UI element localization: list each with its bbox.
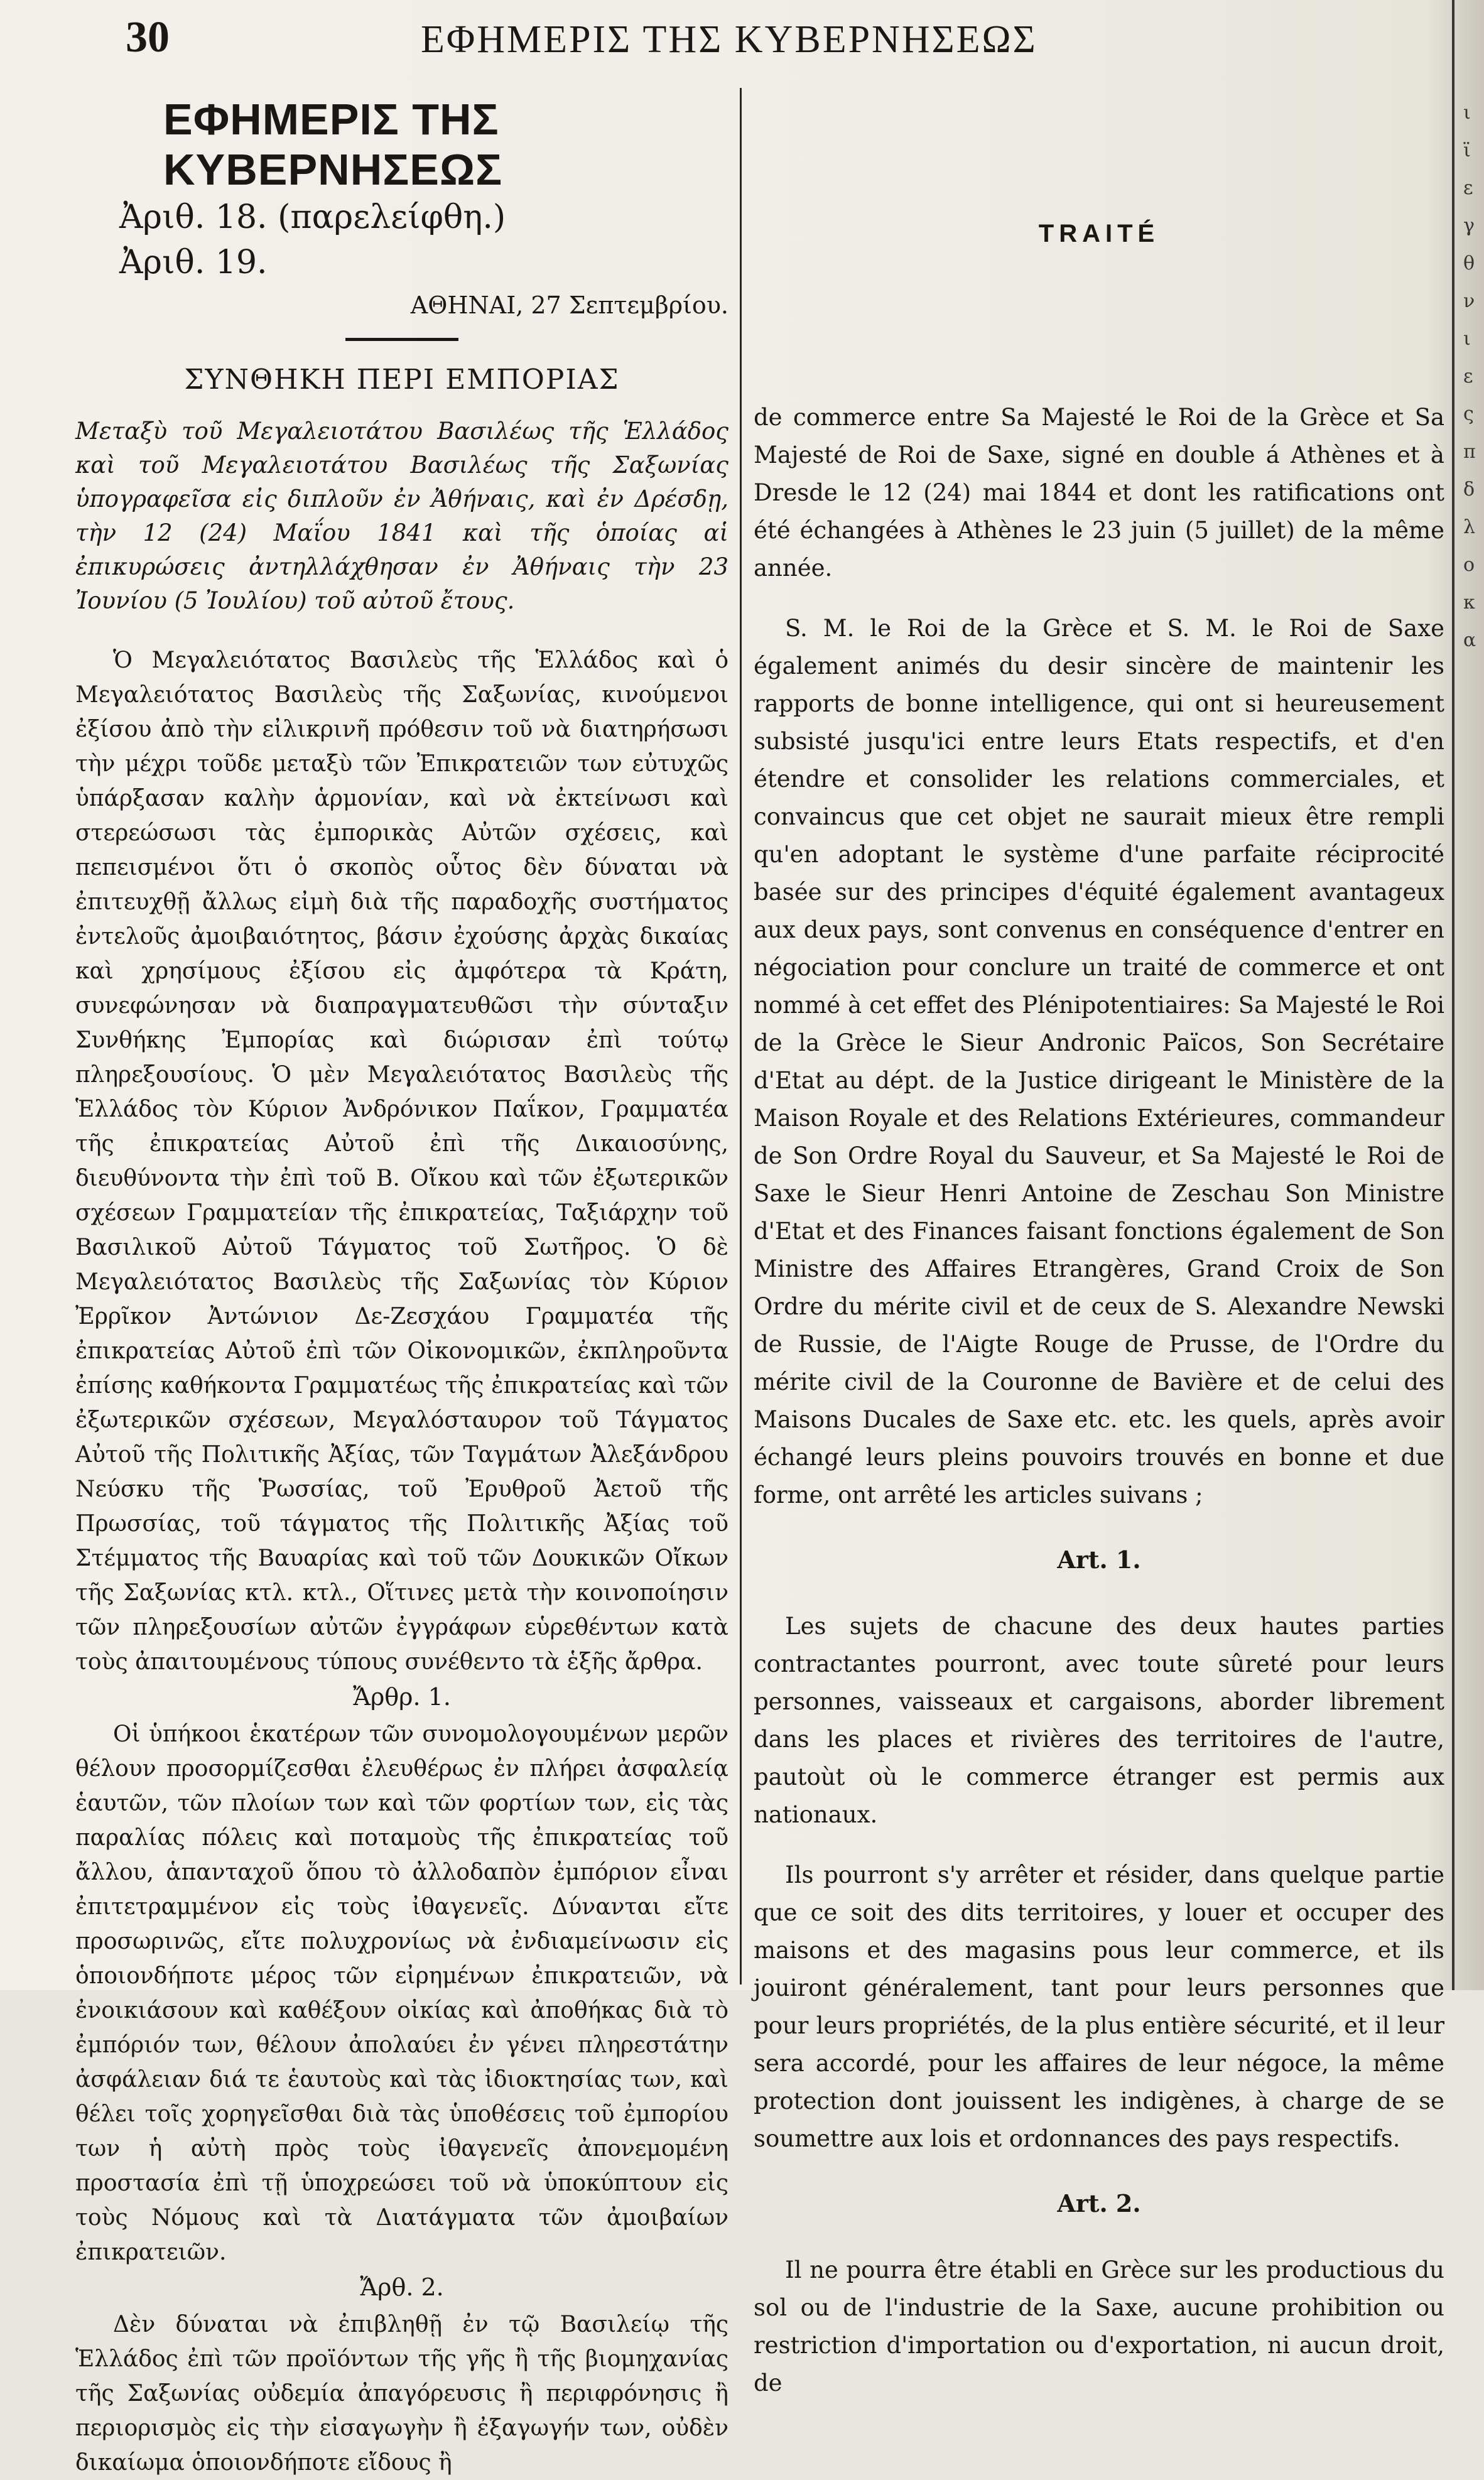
treaty-heading-greek: ΣΥΝΘΗΚΗ ΠΕΡΙ ΕΜΠΟΡΙΑΣ: [184, 364, 620, 396]
fragment-char: π: [1463, 441, 1476, 463]
fragment-char: ι: [1463, 328, 1471, 350]
page-edge-line: [1452, 0, 1454, 1990]
treaty-subtitle-greek: Μεταξὺ τοῦ Μεγαλειοτάτου Βασιλέως τῆς Ἑλλάδος καὶ τοῦ Μεγαλειοτάτου Βασιλέως τῆς Σαξωνίας ὑπογραφεῖσα εἰς διπλοῦν ἐν Ἀθήναις, καὶ ἐν Δρέσδῃ, τὴν 12 (24) Μαΐου 1841 καὶ τῆς ὁποίας αἱ ἐπικυρώσεις ἀντηλλάχθησαν ἐν Ἀθήναις τὴν 23 Ἰουνίου (5 Ἰουλίου) τοῦ αὐτοῦ ἔτους.: [75, 418, 728, 614]
article-2-text-french: Il ne pourra être établi en Grèce sur les productious du sol ou de l'industrie de la Saxe, aucune prohibition ou restriction d'importation ou d'exportation, ni aucun droit, de: [754, 2256, 1444, 2396]
greek-column: [75, 94, 728, 2480]
fragment-char: κ: [1463, 592, 1475, 614]
dateline: ΑΘΗΝΑΙ, 27 Σεπτεμβρίου.: [410, 291, 728, 319]
preamble-greek: Ὁ Μεγαλειότατος Βασιλεὺς τῆς Ἑλλάδος καὶ ὁ Μεγαλειότατος Βασιλεὺς τῆς Σαξωνίας, κινούμενοι ἐξίσου ἀπὸ τὴν εἰλικρινῆ πρόθεσιν τοῦ νὰ διατηρήσωσι τὴν μέχρι τοῦδε μεταξὺ τῶν Ἐπικρατειῶν των εὐτυχῶς ὑπάρξασαν καλὴν ἁρμονίαν, καὶ νὰ ἐκτείνωσι καὶ στερεώσωσι τὰς ἐμπορικὰς Αὐτῶν σχέσεις, καὶ πεπεισμένοι ὅτι ὁ σκοπὸς οὗτος δὲν δύναται νὰ ἐπιτευχθῇ ἄλλως εἰμὴ διὰ τῆς παραδοχῆς συστήματος ἐντελοῦς ἀμοιβαιότητος, βάσιν ἐχούσης ἀρχὰς δικαίας καὶ χρησίμους ἐξίσου εἰς ἀμφότερα τὰ Κράτη, συνεφώνησαν νὰ διαπραγματευθῶσι τὴν σύνταξιν Συνθήκης Ἐμπορίας καὶ διώρισαν ἐπὶ τούτῳ πληρεξουσίους. Ὁ μὲν Μεγαλειότατος Βασιλεὺς τῆς Ἑλλάδος τὸν Κύριον Ἀνδρόνικον Παΐκον, Γραμματέα τῆς ἐπικρατείας Αὐτοῦ ἐπὶ τῆς Δικαιοσύνης, διευθύνοντα τὴν ἐπὶ τοῦ Β. Οἴκου καὶ τῶν ἐξωτερικῶν σχέσεων Γραμματείαν τῆς ἐπικρατείας, Ταξιάρχην τοῦ Βασιλικοῦ Αὐτοῦ Τάγματος τοῦ Σωτῆρος. Ὁ δὲ Μεγαλειότατος Βασιλεὺς τῆς Σαξωνίας τὸν Κύριον Ἐρρῖκον Ἀντώνιον Δε-Ζεσχάου Γραμματέα τῆς ἐπικρατείας Αὐτοῦ ἐπὶ τῶν Οἰκονομικῶν, ἐκπληροῦντα ἐπίσης καθήκοντα Γραμματέως τῆς ἐπικρατείας καὶ τῶν ἐξωτερικῶν σχέσεων, Μεγαλόσταυρον τοῦ Τάγματος Αὐτοῦ τῆς Πολιτικῆς Ἀξίας, τῶν Ταγμάτων Ἀλεξάνδρου Νεύσκυ τῆς Ῥωσσίας, τοῦ Ἐρυθροῦ Ἀετοῦ τῆς Πρωσσίας, τοῦ τάγματος τῆς Πολιτικῆς Ἀξίας τοῦ Στέμματος τῆς Βαυαρίας καὶ τοῦ τῶν Δουκικῶν Οἴκων τῆς Σαξωνίας κτλ. κτλ., Οἵτινες μετὰ τὴν κοινοποίησιν τῶν πληρεξουσίων αὐτῶν ἐγγράφων εὑρεθέντων κατὰ τοὺς ἀπαιτουμένους τύπους συνέθεντο τὰ ἑξῆς ἄρθρα.: [75, 647, 728, 1675]
fragment-char: γ: [1463, 215, 1475, 237]
fragment-char: α: [1463, 629, 1476, 651]
fragment-char: ς: [1463, 403, 1474, 425]
article-1-paragraph-1-french: Les sujets de chacune des deux hautes parties contractantes pourront, avec toute sûreté pour leurs personnes, vaisseaux et cargaisons, aborder librement dans les places et rivières des territoires de l'autre, pautoùt où le commerce étranger est permis aux nationaux.: [754, 1613, 1444, 1828]
issue-number-18: Ἀριθ. 18. (παρελείφθη.): [119, 198, 506, 236]
fragment-char: δ: [1463, 479, 1475, 501]
masthead: ΕΦΗΜΕΡΙΣ ΤΗΣ ΚΥΒΕΡΝΗΣΕΩΣ: [163, 95, 503, 194]
preamble-french: S. M. le Roi de la Grèce et S. M. le Roi de Saxe également animés du desir sincère de maintenir les rapports de bonne intelligence, qui ont si heureusement subsisté jusqu'ici entre leurs Etats respectifs, et d'en étendre et consolider les relations commerciales, et convaincus que cet objet ne saurait mieux être rempli qu'en adoptant le système d'une parfaite réciprocité basée sur des principes d'équité également avantageux aux deux pays, sont convenus en conséquence d'entrer en négociation pour conclure un traité de commerce et ont nommé à cet effet des Plénipotentiaires: Sa Majesté le Roi de la Grèce le Sieur Andronic Païcos, Son Secrétaire d'Etat au dépt. de la Justice dirigeant le Ministère de la Maison Royale et des Relations Extérieures, commandeur de Son Ordre Royal du Sauveur, et Sa Majesté le Roi de Saxe le Sieur Henri Antoine de Zeschau Son Ministre d'Etat et des Finances faisant fonctions également de Son Ministre des Affaires Etrangères, Grand Croix de Son Ordre du mérite civil et de ceux de S. Alexandre Newski de Russie, de l'Aigte Rouge de Prusse, de l'Ordre du mérite civil de la Couronne de Bavière et de celui des Maisons Ducales de Saxe etc. etc. les quels, après avoir échangé leurs pleins pouvoirs trouvés en bonne et due forme, ont arrêté les articles suivans ;: [754, 615, 1444, 1508]
article-1-paragraph-2-french: Ils pourront s'y arrêter et résider, dans quelque partie que ce soit des dits territoires, y louer et occuper des maisons et des magasins pous leur commerce, et ils jouiront généralement, tant pour leurs personnes que pour leurs propriétés, de la plus entière sécurité, et il leur sera accordé, pour les affaires de leur négoce, la même protection dont jouissent les indigènes, à charge de se soumettre aux lois et ordonnances des pays respectifs.: [754, 1861, 1444, 2152]
fragment-char: ϊ: [1463, 139, 1471, 161]
adjacent-page-fragments: [1463, 94, 1484, 659]
fragment-char: ι: [1463, 102, 1471, 124]
issue-number-19: Ἀριθ. 19.: [119, 244, 268, 281]
fragment-char: λ: [1463, 516, 1476, 538]
running-head: ΕΦΗΜΕΡΙΣ ΤΗΣ ΚΥΒΕΡΝΗΣΕΩΣ: [421, 18, 1037, 61]
french-column: [754, 94, 1444, 2425]
article-2-heading-greek: Ἄρθ. 2.: [360, 2273, 444, 2301]
fragment-char: θ: [1463, 252, 1475, 274]
article-1-heading-french: Art. 1.: [1057, 1546, 1141, 1574]
fragment-char: ε: [1463, 366, 1473, 387]
fragment-char: ν: [1463, 290, 1475, 312]
article-2-heading-french: Art. 2.: [1057, 2189, 1141, 2217]
page-number: 30: [126, 13, 170, 62]
section-rule: [345, 338, 458, 341]
article-1-text-greek: Οἱ ὑπήκοοι ἑκατέρων τῶν συνομολογουμένων μερῶν θέλουν προσορμίζεσθαι ἐλευθέρως ἐν πλήρει ἀσφαλείᾳ ἑαυτῶν, τῶν πλοίων των καὶ τῶν φορτίων των, εἰς τὰς παραλίας πόλεις καὶ ποταμοὺς τῆς ἐπικρατείας τοῦ ἄλλου, ἁπανταχοῦ ὅπου τὸ ἀλλοδαπὸν ἐμπόριον εἶναι ἐπιτετραμμένον εἰς τοὺς ἰθαγενεῖς. Δύνανται εἴτε προσωρινῶς, εἴτε πολυχρονίως νὰ ἐνδιαμείνωσιν εἰς ὁποιονδήποτε μέρος τῶν εἰρημένων ἐπικρατειῶν, νὰ ἐνοικιάσουν καὶ καθέξουν οἰκίας καὶ ἀποθήκας διὰ τὸ ἐμπόριόν των, θέλουν ἀπολαύει ἐν γένει πληρεστάτην ἀσφάλειαν διά τε ἑαυτοὺς καὶ τὰς ἰδιοκτησίας των, καὶ θέλει τοῖς χορηγεῖσθαι διὰ τὰς ὑποθέσεις τοῦ ἐμπορίου των ἡ αὐτὴ πρὸς τοὺς ἰθαγενεῖς ἀπονεμομένη προστασία ἐπὶ τῇ ὑποχρεώσει τοῦ νὰ ὑποκύπτουν εἰς τοὺς Νόμους καὶ τὰ Διατάγματα τῶν ἀμοιβαίων ἐπικρατειῶν.: [75, 1721, 728, 2265]
article-2-text-greek: Δὲν δύναται νὰ ἐπιβληθῇ ἐν τῷ Βασιλείῳ τῆς Ἑλλάδος ἐπὶ τῶν προϊόντων τῆς γῆς ἢ τῆς βιομηχανίας τῆς Σαξωνίας οὐδεμία ἀπαγόρευσις ἢ περιφρόνησις ἢ περιορισμὸς εἰς τὴν εἰσαγωγὴν ἢ ἐξαγωγήν των, οὐδὲν δικαίωμα ὁποιονδήποτε εἴδους ἢ: [75, 2312, 728, 2476]
column-divider: [740, 88, 742, 1985]
fragment-char: ο: [1463, 554, 1475, 576]
treaty-intro-french: de commerce entre Sa Majesté le Roi de la Grèce et Sa Majesté de Roi de Saxe, signé en double á Athènes et à Dresde le 12 (24) mai 1844 et dont les ratifications ont été échangées à Athènes le 23 juin (5 juillet) de la même année.: [754, 404, 1444, 582]
article-1-heading-greek: Ἄρθρ. 1.: [353, 1683, 451, 1711]
fragment-char: ε: [1463, 177, 1473, 199]
treaty-title-french: TRAITÉ: [1038, 220, 1160, 247]
